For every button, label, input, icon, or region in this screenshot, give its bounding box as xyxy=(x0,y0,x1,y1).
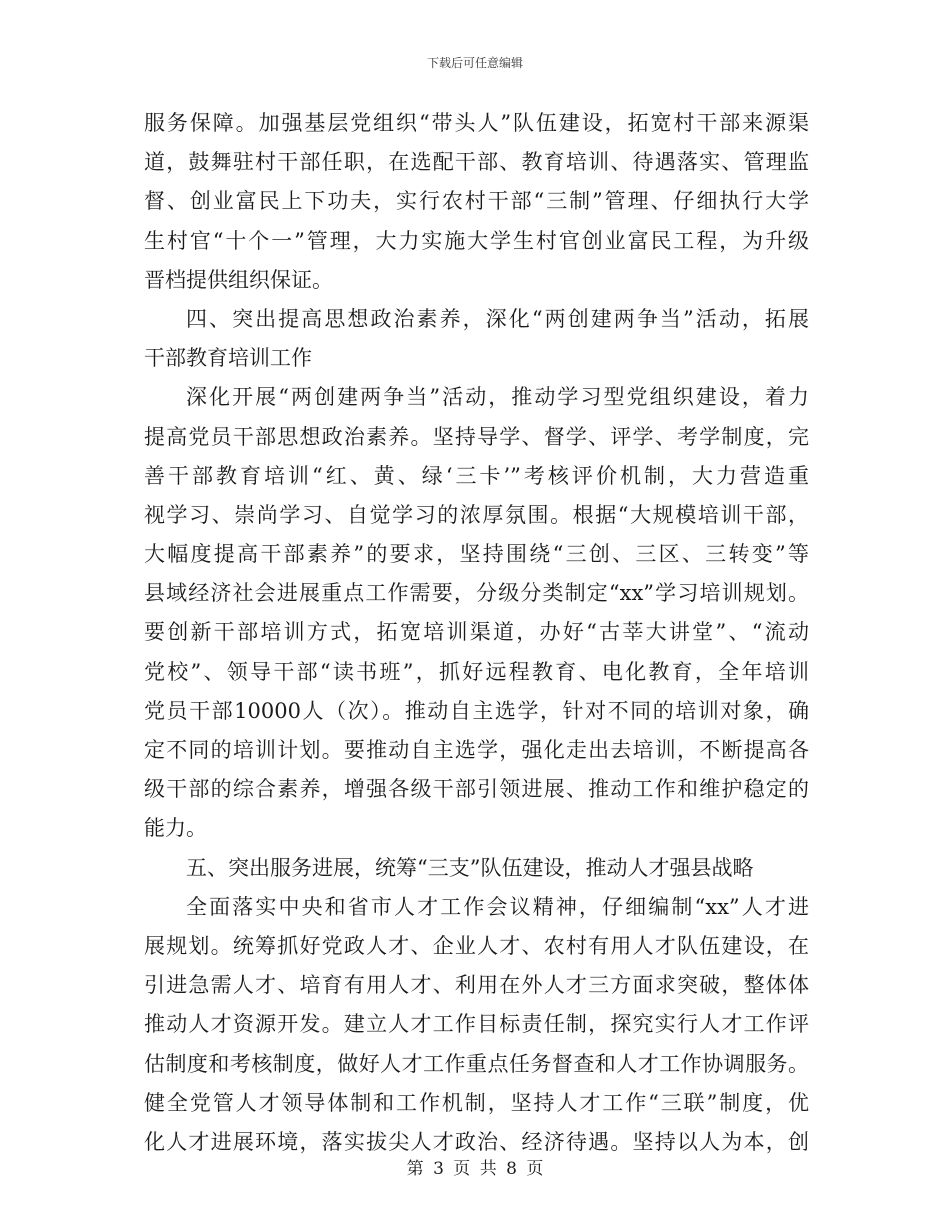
text-line: 党校”、领导干部“读书班”，抓好远程教育、电化教育，全年培训 xyxy=(144,659,809,684)
page-number-footer: 第 3 页 共 8 页 xyxy=(406,1159,544,1179)
text-line: 能力。 xyxy=(144,816,207,841)
page-header: 下载后可任意编辑 xyxy=(426,56,523,70)
text-line: 定不同的培训计划。要推动自主选学，强化走出去培训，不断提高各 xyxy=(144,738,809,762)
text-line: 视学习、崇尚学习、自觉学习的浓厚氛围。根据“大规模培训干部， xyxy=(144,502,809,527)
text-line: 四、突出提高思想政治素养，深化“两创建两争当”活动，拓展 xyxy=(186,306,809,331)
text-line: 生村官“十个一”管理，大力实施大学生村官创业富民工程，为升级 xyxy=(144,228,809,253)
text-line: 善干部教育培训“红、黄、绿‘三卡’”考核评价机制，大力营造重 xyxy=(144,463,809,488)
text-line: 提高党员干部思想政治素养。坚持导学、督学、评学、考学制度，完 xyxy=(144,424,809,449)
text-line: 引进急需人才、培育有用人才、利用在外人才三方面求突破，整体体 xyxy=(144,973,809,998)
text-line: 道，鼓舞驻村干部任职，在选配干部、教育培训、待遇落实、管理监 xyxy=(144,150,809,175)
text-line: 干部教育培训工作 xyxy=(144,346,312,371)
text-line: 要创新干部培训方式，拓宽培训渠道，办好“古莘大讲堂”、“流动 xyxy=(144,620,809,645)
document-body xyxy=(144,104,809,1162)
text-line: 深化开展“两创建两争当”活动，推动学习型党组织建设，着力 xyxy=(186,385,809,410)
text-line: 化人才进展环境，落实拔尖人才政治、经济待遇。坚持以人为本，创 xyxy=(144,1129,809,1154)
text-line: 督、创业富民上下功夫，实行农村干部“三制”管理、仔细执行大学 xyxy=(144,189,809,214)
text-line: 大幅度提高干部素养”的要求，坚持围绕“三创、三区、三转变”等 xyxy=(144,542,809,567)
text-line: 估制度和考核制度，做好人才工作重点任务督查和人才工作协调服务。 xyxy=(144,1051,809,1076)
text-line: 全面落实中央和省市人才工作会议精神，仔细编制“xx”人才进 xyxy=(186,894,809,919)
text-line: 服务保障。加强基层党组织“带头人”队伍建设，拓宽村干部来源渠 xyxy=(144,111,809,135)
text-line: 健全党管人才领导体制和工作机制，坚持人才工作“三联”制度，优 xyxy=(144,1090,809,1115)
text-line: 晋档提供组织保证。 xyxy=(144,267,333,292)
text-line: 级干部的综合素养，增强各级干部引领进展、推动工作和维护稳定的 xyxy=(144,777,809,802)
text-line: 党员干部10000人（次）。推动自主选学，针对不同的培训对象，确 xyxy=(144,698,809,723)
text-line: 县域经济社会进展重点工作需要，分级分类制定“xx”学习培训规划。 xyxy=(144,581,809,606)
text-line: 展规划。统筹抓好党政人才、企业人才、农村有用人才队伍建设，在 xyxy=(144,933,809,958)
text-line: 推动人才资源开发。建立人才工作目标责任制，探究实行人才工作评 xyxy=(144,1012,809,1037)
text-line: 五、突出服务进展，统筹“三支”队伍建设，推动人才强县战略 xyxy=(186,855,754,880)
